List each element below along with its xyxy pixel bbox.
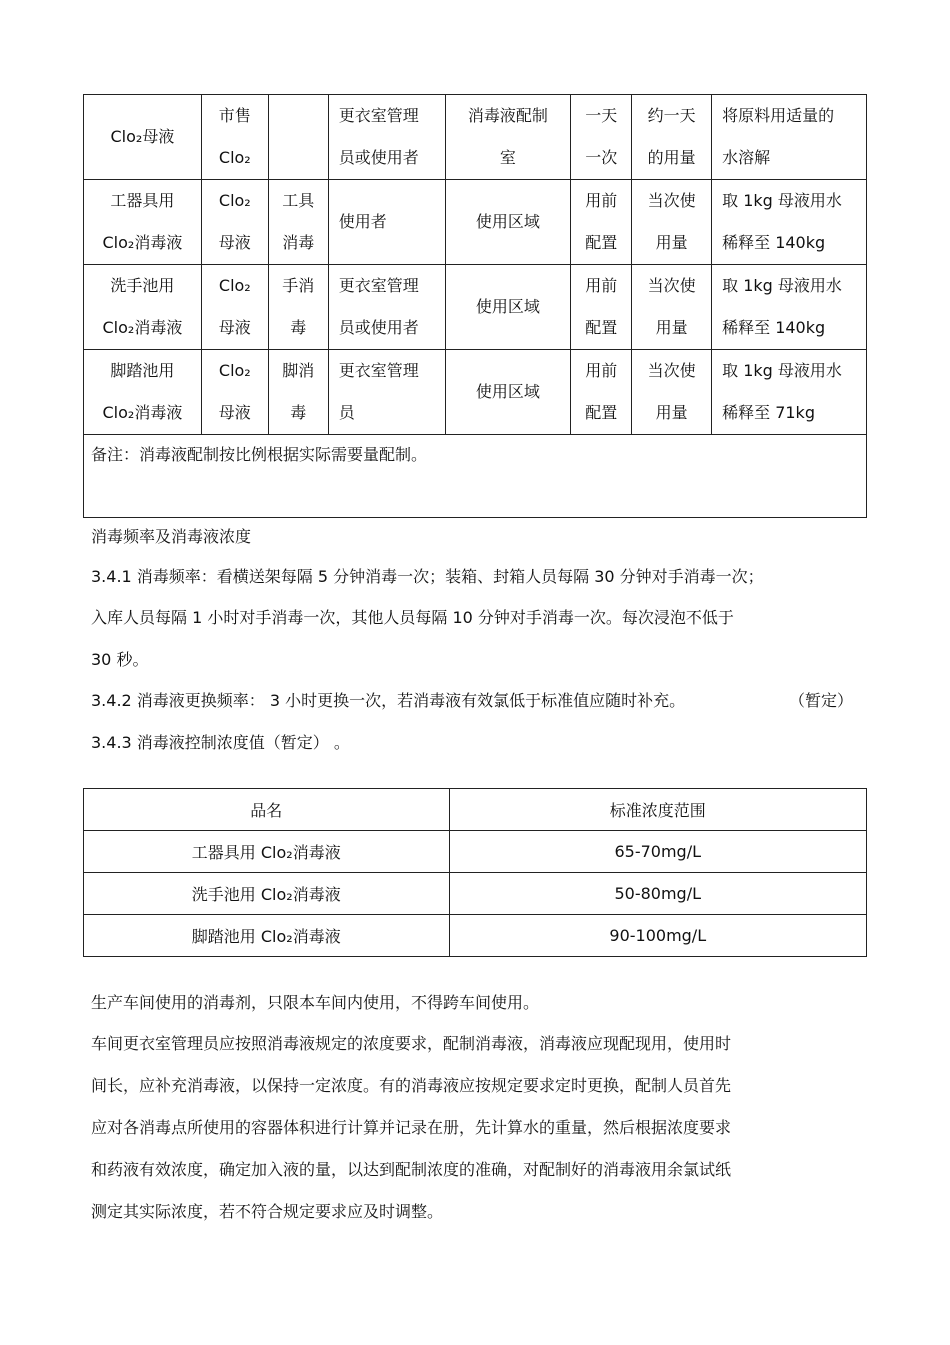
- product-name: 脚踏池用 Clo₂消毒液: [84, 915, 450, 957]
- concentration-range: 90-100mg/L: [449, 915, 867, 957]
- product-name: 工器具用 Clo₂消毒液: [84, 831, 450, 873]
- disinfectant-prep-table: [83, 94, 867, 518]
- frequency-cell: 用前 配置: [571, 265, 632, 350]
- table-row: [84, 350, 867, 435]
- table-note-row: [84, 435, 867, 518]
- para-3-4-3: 3.4.3 消毒液控制浓度值（暂定） 。: [91, 733, 350, 752]
- item-name-cell: 洗手池用 Clo₂消毒液: [84, 265, 202, 350]
- concentration-table: [83, 788, 867, 957]
- prep-location-cell: 使用区域: [445, 265, 571, 350]
- item-name-cell: 脚踏池用 Clo₂消毒液: [84, 350, 202, 435]
- prep-location-cell: 消毒液配制 室: [445, 95, 571, 180]
- table-header-row: [84, 789, 867, 831]
- table-row: [84, 915, 867, 957]
- concentration-range: 50-80mg/L: [449, 873, 867, 915]
- product-name: 洗手池用 Clo₂消毒液: [84, 873, 450, 915]
- para-3-4-1-line3: 30 秒。: [91, 650, 149, 669]
- source-cell: Clo₂ 母液: [201, 350, 268, 435]
- table-row: [84, 265, 867, 350]
- purpose-cell: [268, 95, 328, 180]
- closing-paragraph: [91, 1023, 821, 1233]
- purpose-cell: 手消 毒: [268, 265, 328, 350]
- header-range: 标准浓度范围: [449, 789, 867, 831]
- paragraph-line: 间长，应补充消毒液，以保持一定浓度。有的消毒液应按规定要求定时更换，配制人员首先: [91, 1076, 732, 1095]
- preparer-cell: 使用者: [328, 180, 445, 265]
- purpose-cell: 脚消 毒: [268, 350, 328, 435]
- source-cell: Clo₂ 母液: [201, 180, 268, 265]
- frequency-cell: 一天 一次: [571, 95, 632, 180]
- table-row: [84, 180, 867, 265]
- para-3-4-2-tag: （暂定）: [789, 691, 854, 710]
- preparer-cell: 更衣室管理 员或使用者: [328, 95, 445, 180]
- para-3-4-1-line1: 3.4.1 消毒频率：看横送架每隔 5 分钟消毒一次；装箱、封箱人员每隔 30 分钟对手消毒一次；: [91, 567, 764, 586]
- concentration-range: 65-70mg/L: [449, 831, 867, 873]
- item-name-cell: Clo₂母液: [84, 95, 202, 180]
- prep-location-cell: 使用区域: [445, 350, 571, 435]
- quantity-cell: 约一天 的用量: [632, 95, 712, 180]
- quantity-cell: 当次使 用量: [632, 180, 712, 265]
- method-cell: 将原料用适量的 水溶解: [712, 95, 867, 180]
- table-row: [84, 95, 867, 180]
- header-product: 品名: [84, 789, 450, 831]
- frequency-cell: 用前 配置: [571, 350, 632, 435]
- method-cell: 取 1kg 母液用水 稀释至 140kg: [712, 180, 867, 265]
- paragraph-line: 应对各消毒点所使用的容器体积进行计算并记录在册，先计算水的重量，然后根据浓度要求: [91, 1118, 732, 1137]
- frequency-cell: 用前 配置: [571, 180, 632, 265]
- method-cell: 取 1kg 母液用水 稀释至 71kg: [712, 350, 867, 435]
- table-row: [84, 831, 867, 873]
- table-row: [84, 873, 867, 915]
- paragraph-line: 车间更衣室管理员应按照消毒液规定的浓度要求，配制消毒液，消毒液应现配现用，使用时: [91, 1034, 732, 1053]
- purpose-cell: 工具 消毒: [268, 180, 328, 265]
- source-cell: Clo₂ 母液: [201, 265, 268, 350]
- quantity-cell: 当次使 用量: [632, 265, 712, 350]
- method-cell: 取 1kg 母液用水 稀释至 140kg: [712, 265, 867, 350]
- prep-location-cell: 使用区域: [445, 180, 571, 265]
- quantity-cell: 当次使 用量: [632, 350, 712, 435]
- table-note: 备注：消毒液配制按比例根据实际需要量配制。: [84, 435, 867, 518]
- paragraph-line: 测定其实际浓度，若不符合规定要求应及时调整。: [91, 1202, 444, 1221]
- preparer-cell: 更衣室管理 员或使用者: [328, 265, 445, 350]
- preparer-cell: 更衣室管理 员: [328, 350, 445, 435]
- section-title: 消毒频率及消毒液浓度: [91, 527, 252, 546]
- closing-line: 生产车间使用的消毒剂，只限本车间内使用，不得跨车间使用。: [91, 993, 540, 1012]
- source-cell: 市售 Clo₂: [201, 95, 268, 180]
- para-3-4-2: 3.4.2 消毒液更换频率： 3 小时更换一次，若消毒液有效氯低于标准值应随时补充。: [91, 691, 686, 710]
- para-3-4-1-line2: 入库人员每隔 1 小时对手消毒一次，其他人员每隔 10 分钟对手消毒一次。每次浸泡不低于: [91, 608, 734, 627]
- paragraph-line: 和药液有效浓度，确定加入液的量，以达到配制浓度的准确，对配制好的消毒液用余氯试纸: [91, 1160, 732, 1179]
- item-name-cell: 工器具用 Clo₂消毒液: [84, 180, 202, 265]
